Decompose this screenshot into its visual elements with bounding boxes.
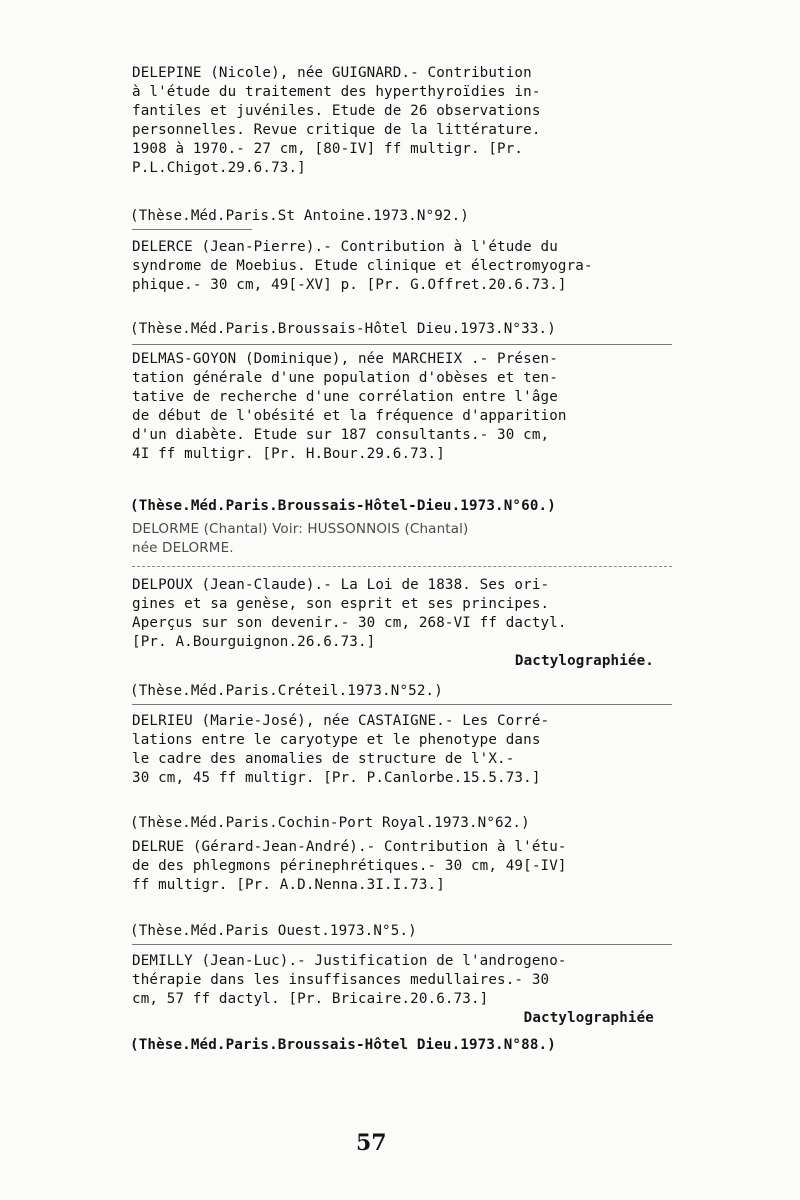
entry-delpoux — [132, 576, 662, 671]
entry-source: (Thèse.Méd.Paris Ouest.1973.N°5.) — [130, 923, 417, 939]
entry-source: (Thèse.Méd.Paris.Broussais-Hôtel Dieu.1973.N°33.) — [130, 321, 556, 337]
divider — [132, 704, 672, 705]
entry-line: phique.- 30 cm, 49[-XV] p. [Pr. G.Offret.20.6.73.] — [132, 277, 567, 293]
entry-line: DELERCE (Jean-Pierre).- Contribution à l'étude du — [132, 239, 558, 255]
entry-line: tation générale d'une population d'obèses et ten- — [132, 370, 558, 386]
entry-line: P.L.Chigot.29.6.73.] — [132, 160, 306, 176]
entry-line: fantiles et juvéniles. Etude de 26 observations — [132, 103, 541, 119]
entry-line: DEMILLY (Jean-Luc).- Justification de l'androgeno- — [132, 953, 567, 969]
entry-line: de des phlegmons périnephrétiques.- 30 cm, 49[-IV] — [132, 858, 567, 874]
entry-line: Aperçus sur son devenir.- 30 cm, 268-VI ff dactyl. — [132, 615, 567, 631]
entry-delepine — [132, 64, 662, 178]
entry-line: tative de recherche d'une corrélation entre l'âge — [132, 389, 558, 405]
entry-line: le cadre des anomalies de structure de l'X.- — [132, 751, 515, 767]
entry-line: syndrome de Moebius. Etude clinique et électromyogra- — [132, 258, 593, 274]
entry-line: d'un diabète. Etude sur 187 consultants.- 30 cm, — [132, 427, 550, 443]
entry-delmas-goyon — [132, 350, 662, 464]
entry-source: (Thèse.Méd.Paris.Cochin-Port Royal.1973.N°62.) — [130, 815, 530, 831]
divider — [132, 566, 672, 567]
entry-source: (Thèse.Méd.Paris.Broussais-Hôtel-Dieu.1973.N°60.) — [130, 498, 556, 514]
entry-line: DELORME (Chantal) Voir: HUSSONNOIS (Chantal) — [132, 521, 469, 537]
entry-source: (Thèse.Méd.Paris.Broussais-Hôtel Dieu.1973.N°88.) — [130, 1037, 556, 1053]
entry-note: Dactylographiée. — [514, 653, 654, 669]
entry-line: personnelles. Revue critique de la littérature. — [132, 122, 541, 138]
entry-line: 1908 à 1970.- 27 cm, [80-IV] ff multigr. [Pr. — [132, 141, 524, 157]
entry-delrieu — [132, 712, 662, 788]
entry-line: DELEPINE (Nicole), née GUIGNARD.- Contribution — [132, 65, 532, 81]
entry-line: DELRIEU (Marie-José), née CASTAIGNE.- Les Corré- — [132, 713, 550, 729]
entry-line: DELPOUX (Jean-Claude).- La Loi de 1838. Ses ori- — [132, 577, 550, 593]
entry-delorme — [132, 520, 662, 558]
entry-source: (Thèse.Méd.Paris.St Antoine.1973.N°92.) — [130, 208, 469, 224]
entry-line: gines et sa genèse, son esprit et ses principes. — [132, 596, 550, 612]
entry-line: ff multigr. [Pr. A.D.Nenna.3I.I.73.] — [132, 877, 445, 893]
divider — [132, 229, 252, 230]
entry-note: Dactylographiée — [523, 1010, 654, 1026]
entry-demilly — [132, 952, 662, 1028]
entry-delerce — [132, 238, 662, 295]
entry-line: lations entre le caryotype et le phenotype dans — [132, 732, 541, 748]
entry-delrue — [132, 838, 662, 895]
entry-line: 4I ff multigr. [Pr. H.Bour.29.6.73.] — [132, 446, 445, 462]
entry-source: (Thèse.Méd.Paris.Créteil.1973.N°52.) — [130, 683, 443, 699]
entry-line: thérapie dans les insuffisances medullaires.- 30 — [132, 972, 550, 988]
page-number: 57 — [356, 1130, 387, 1156]
divider — [132, 944, 672, 945]
entry-line: née DELORME. — [132, 540, 234, 556]
entry-line: DELMAS-GOYON (Dominique), née MARCHEIX .- Présen- — [132, 351, 558, 367]
entry-line: [Pr. A.Bourguignon.26.6.73.] — [132, 634, 376, 650]
entry-line: 30 cm, 45 ff multigr. [Pr. P.Canlorbe.15.5.73.] — [132, 770, 541, 786]
divider — [132, 344, 672, 345]
entry-line: à l'étude du traitement des hyperthyroïdies in- — [132, 84, 541, 100]
entry-line: de début de l'obésité et la fréquence d'apparition — [132, 408, 567, 424]
entry-line: cm, 57 ff dactyl. [Pr. Bricaire.20.6.73.] — [132, 991, 489, 1007]
entry-line: DELRUE (Gérard-Jean-André).- Contribution à l'étu- — [132, 839, 567, 855]
